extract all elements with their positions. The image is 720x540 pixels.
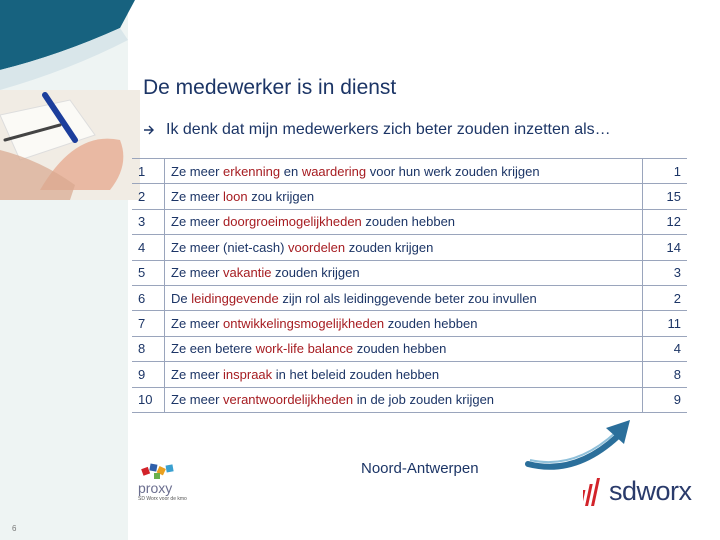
highlight-term: inspraak [223,366,273,382]
statement-text: Ze meer [171,189,224,205]
statement-cell [165,260,643,285]
header-photo [0,0,140,200]
page-number: 6 [12,524,17,533]
highlight-term: work-life balance [255,341,354,357]
statement-text: Ze meer [171,392,224,408]
statement-cell [165,159,643,184]
score-cell: 9 [643,387,688,412]
arrow-right-icon [142,123,156,137]
statement-text: Ze meer [171,316,224,332]
table-row [132,260,687,285]
highlight-term: loon [223,189,248,205]
proxy-logo [138,462,218,506]
rank-cell: 4 [132,235,165,260]
table-row [132,362,687,387]
highlight-term: leidinggevende [191,290,279,306]
statement-cell [165,209,643,234]
table-row [132,184,687,209]
statement-text: Ze meer [171,214,224,230]
highlight-term: ontwikkelingsmogelijkheden [223,316,385,332]
score-cell: 11 [643,311,688,336]
region-label: Noord-Antwerpen [361,460,479,477]
sdworx-logo-word: sdworx [609,476,692,506]
table-row [132,311,687,336]
statement-text: Ze meer [171,366,224,382]
statement-text: voor hun werk zouden krijgen [366,163,540,179]
statement-text: zou krijgen [247,189,315,205]
rank-cell: 5 [132,260,165,285]
statement-text: zouden krijgen [345,239,434,255]
rank-cell: 10 [132,387,165,412]
highlight-term: erkenning [223,163,281,179]
score-cell: 12 [643,209,688,234]
rank-cell: 6 [132,285,165,310]
highlight-term: waardering [301,163,367,179]
statement-text: en [280,163,302,179]
ranking-table [132,158,687,413]
statement-text: Ze meer [171,265,224,281]
statement-cell [165,362,643,387]
statement-text: zouden hebben [384,316,478,332]
table-row [132,387,687,412]
proxy-logo-tagline: SD Worx voor de kmo [138,496,187,502]
statement-cell [165,336,643,361]
score-cell: 14 [643,235,688,260]
table-row [132,159,687,184]
score-cell: 4 [643,336,688,361]
rank-cell: 2 [132,184,165,209]
rank-cell: 7 [132,311,165,336]
statement-text: Ze meer [171,163,224,179]
table-row [132,336,687,361]
table-row [132,285,687,310]
highlight-term: doorgroeimogelijkheden [223,214,362,230]
proxy-logo-word: proxy [138,480,173,496]
rank-cell: 9 [132,362,165,387]
rank-cell: 1 [132,159,165,184]
statement-text: in de job zouden krijgen [353,392,495,408]
score-cell: 15 [643,184,688,209]
statement-cell [165,285,643,310]
highlight-term: vakantie [223,265,272,281]
statement-cell [165,311,643,336]
slide-title: De medewerker is in dienst [143,76,397,99]
statement-text: in het beleid zouden hebben [272,366,440,382]
statement-cell [165,184,643,209]
subtitle: Ik denk dat mijn medewerkers zich beter zouden inzetten als… [166,121,611,138]
statement-text: zouden hebben [353,341,447,357]
table-row [132,235,687,260]
statement-text: Ze een betere [171,341,256,357]
score-cell: 1 [643,159,688,184]
statement-text: zouden krijgen [271,265,360,281]
sdworx-logo [583,476,703,510]
proxy-mark-icon [140,462,180,482]
table-row [132,209,687,234]
highlight-term: voordelen [288,239,346,255]
score-cell: 2 [643,285,688,310]
sdworx-mark-icon [583,478,607,508]
statement-text: De [171,290,192,306]
statement-text: zouden hebben [361,214,456,230]
swoosh-arrow-icon [520,414,640,476]
subtitle-row [142,120,611,140]
statement-text: Ze meer (niet-cash) [171,239,289,255]
statement-text: zijn rol als leidinggevende beter zou invullen [278,290,537,306]
score-cell: 3 [643,260,688,285]
score-cell: 8 [643,362,688,387]
statement-cell [165,235,643,260]
rank-cell: 3 [132,209,165,234]
highlight-term: verantwoordelijkheden [223,392,354,408]
statement-cell [165,387,643,412]
rank-cell: 8 [132,336,165,361]
